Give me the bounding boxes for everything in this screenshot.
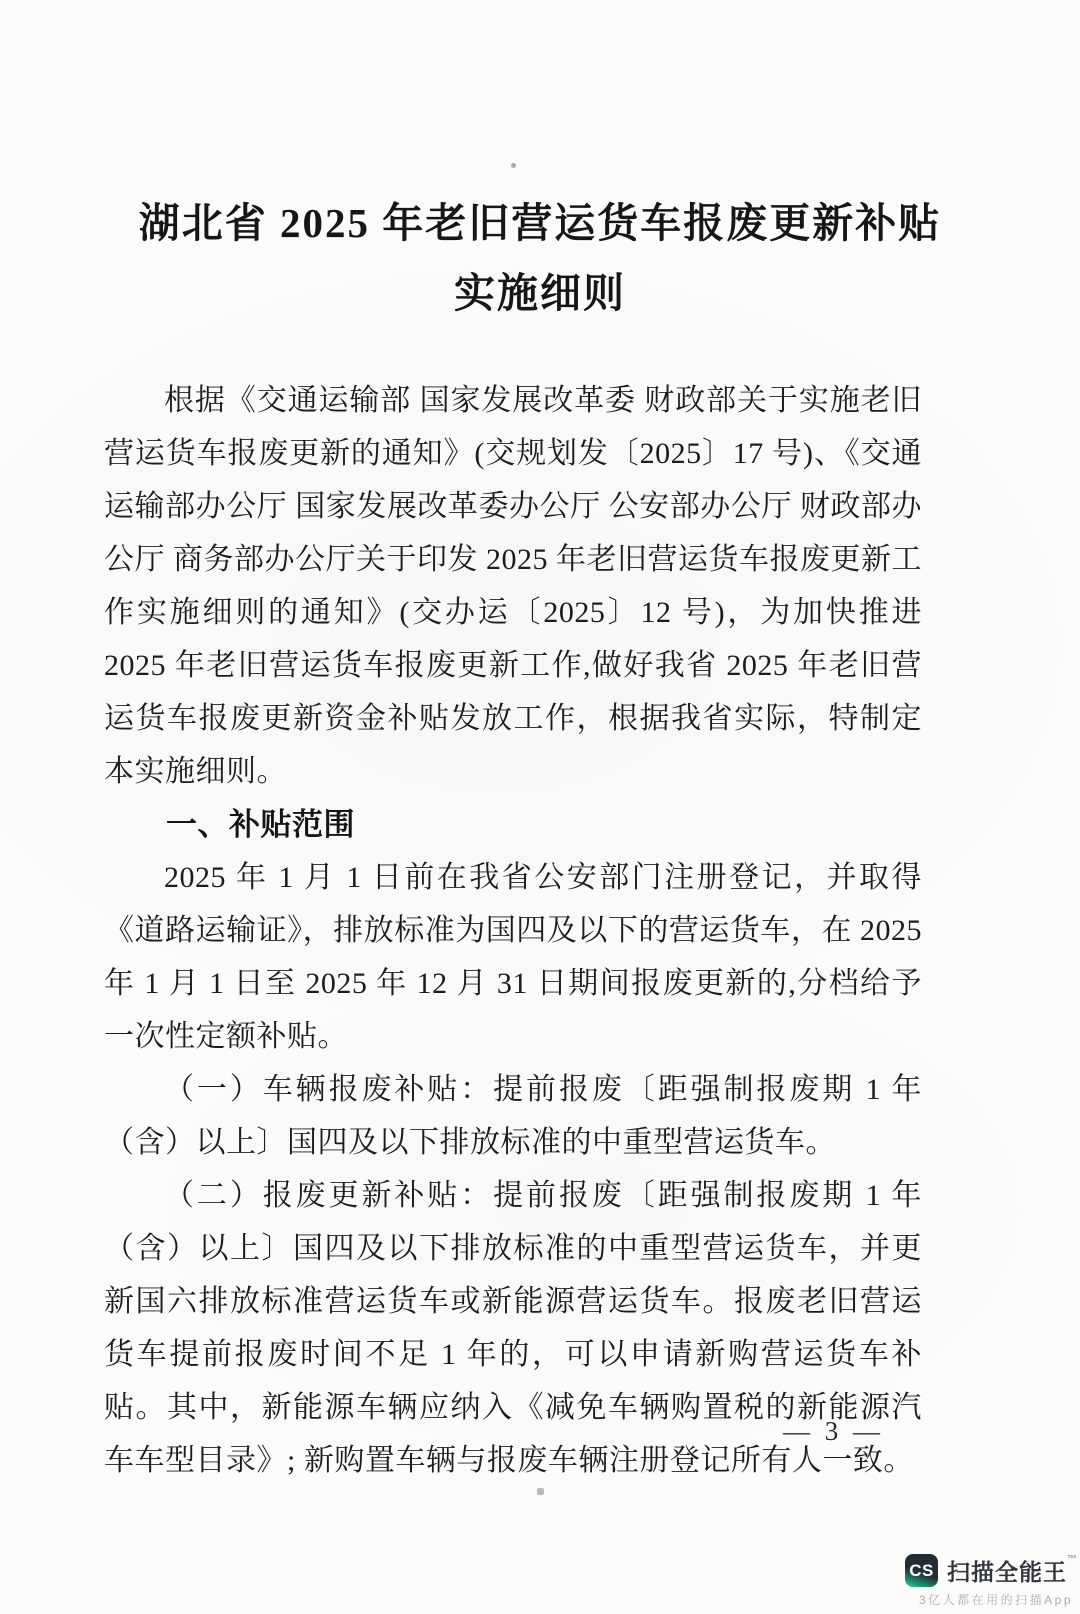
scanner-app-watermark-row xyxy=(905,1554,1078,1587)
document-title xyxy=(0,188,1080,328)
document-title-line-2: 实施细则 xyxy=(454,270,626,316)
paragraph-intro: 根据《交通运输部 国家发展改革委 财政部关于实施老旧营运货车报废更新的通知》(交规划发〔2025〕17 号)、《交通运输部办公厅 国家发展改革委办公厅 公安部办公厅 财政部办公厅 商务部办公厅关于印发 2025 年老旧营运货车报废更新工作实施细则的通知》(交办运〔2025〕12 号)，为加快推进 2025 年老旧营运货车报废更新工作,做好我省 2025 年老旧营运货车报废更新资金补贴发放工作，根据我省实际，特制定本实施细则。 xyxy=(104,384,922,788)
scanner-app-name xyxy=(947,1554,1078,1587)
camscanner-logo-icon xyxy=(905,1554,938,1587)
section-heading-subsidy-scope: 一、补贴范围 xyxy=(166,807,355,842)
scan-speck xyxy=(511,163,516,168)
document-title-line-1: 湖北省 2025 年老旧营运货车报废更新补贴 xyxy=(138,200,942,246)
scan-speck xyxy=(537,1488,544,1495)
paragraph-item-2-renewal-subsidy: （二）报废更新补贴：提前报废〔距强制报废期 1 年（含）以上〕国四及以下排放标准的中重型营运货车，并更新国六排放标准营运货车或新能源营运货车。报废老旧营运货车提前报废时间不足 1 年的，可以申请新购营运货车补贴。其中，新能源车辆应纳入《减免车辆购置税的新能源汽车车型目录》; 新购置车辆与报废车辆注册登记所有人一致。 xyxy=(104,1179,922,1477)
trademark-symbol: ™ xyxy=(1067,1554,1078,1565)
scanner-app-name-text: 扫描全能王 xyxy=(947,1559,1067,1585)
camscanner-logo-letters: CS xyxy=(909,1560,934,1580)
document-body xyxy=(104,374,922,1487)
paragraph-item-1-scrap-subsidy: （一）车辆报废补贴：提前报废〔距强制报废期 1 年（含）以上〕国四及以下排放标准的中重型营运货车。 xyxy=(104,1073,922,1159)
scanner-app-tagline: 3亿人都在用的扫描App xyxy=(919,1593,1074,1607)
paragraph-scope: 2025 年 1 月 1 日前在我省公安部门注册登记，并取得《道路运输证》，排放标准为国四及以下的营运货车，在 2025 年 1 月 1 日至 2025 年 12 月 31 日期间报废更新的,分档给予一次性定额补贴。 xyxy=(104,861,922,1053)
scanner-app-watermark xyxy=(905,1554,1078,1608)
page-number: — 3 — xyxy=(783,1416,884,1446)
